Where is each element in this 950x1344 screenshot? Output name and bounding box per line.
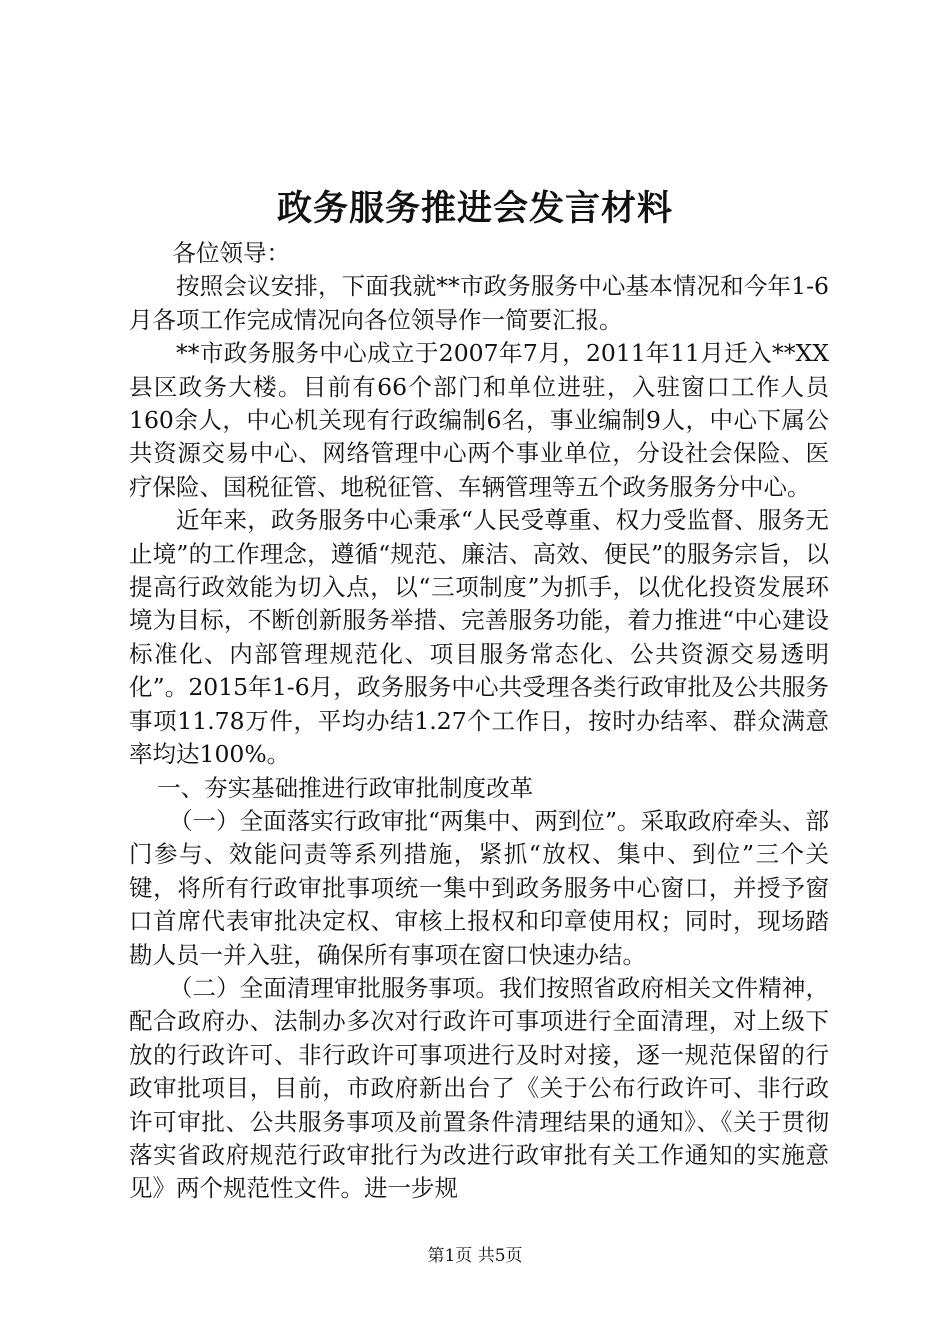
paragraph-overview: **市政务服务中心成立于2007年7月，2011年11月迁入**XX县区政务大楼。目前有66个部门和单位进驻，入驻窗口工作人员160余人，中心机关现有行政编制6名，事业编制9人，中心下属公共资源交易中心、网络管理中心两个事业单位，分设社会保险、医疗保险、国税征管、地税征管、车辆管理等五个政务服务分中心。 (129, 339, 829, 501)
subsection-one: （一）全面落实行政审批“两集中、两到位”。采取政府牵头、部门参与、效能问责等系列措施，紧抓“放权、集中、到位”三个关键，将所有行政审批事项统一集中到政务服务中心窗口，并授予窗口首席代表审批决定权、审核上报权和印章使用权；同时，现场踏勘人员一并入驻，确保所有事项在窗口快速办结。 (129, 806, 829, 969)
section-heading: 一、夯实基础推进行政审批制度改革 (157, 773, 534, 802)
paragraph-intro: 按照会议安排，下面我就**市政务服务中心基本情况和今年1-6月各项工作完成情况向各位领导作一简要汇报。 (129, 272, 829, 334)
document-title: 政务服务推进会发言材料 (276, 188, 673, 229)
document-body (129, 237, 829, 1206)
page-footer: 第1页 共5页 (427, 1246, 523, 1266)
paragraph-achievements: 近年来，政务服务中心秉承“人民受尊重、权力受监督、服务无止境”的工作理念，遵循“规范、廉洁、高效、便民”的服务宗旨，以提高行政效能为切入点，以“三项制度”为抓手，以优化投资发展环境为目标，不断创新服务举措、完善服务功能，着力推进“中心建设标准化、内部管理规范化、项目服务常态化、公共资源交易透明化”。2015年1-6月，政务服务中心共受理各类行政审批及公共服务事项11.78万件，平均办结1.27个工作日，按时办结率、群众满意率均达100%。 (129, 506, 829, 769)
salutation: 各位领导： (172, 239, 290, 267)
subsection-two: （二）全面清理审批服务事项。我们按照省政府相关文件精神，配合政府办、法制办多次对行政许可事项进行全面清理，对上级下放的行政许可、非行政许可事项进行及时对接，逐一规范保留的行政审批项目，目前，市政府新出台了《关于公布行政许可、非行政许可审批、公共服务事项及前置条件清理结果的通知》、《关于贯彻落实省政府规范行政审批行为改进行政审批有关工作通知的实施意见》两个规范性文件。进一步规 (129, 973, 829, 1203)
